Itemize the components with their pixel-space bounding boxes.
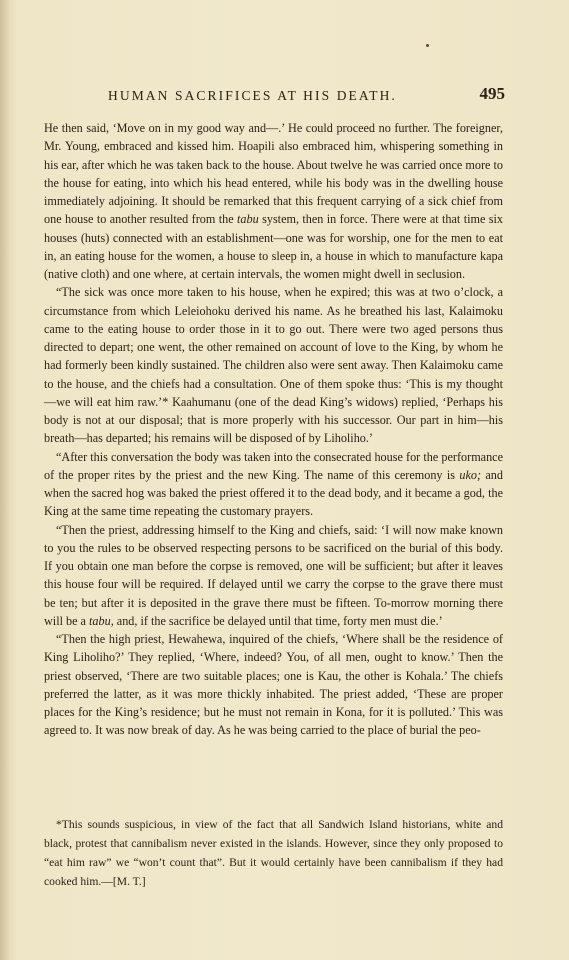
footnote — [44, 815, 503, 891]
body-paragraph — [44, 283, 503, 447]
body-paragraph — [44, 448, 503, 521]
page-number: 495 — [479, 84, 505, 103]
body-paragraph — [44, 119, 503, 283]
italic-term: uko; — [459, 467, 482, 482]
paragraph-text: “Then the priest, addressing himself to the King and chiefs, said: ‘I will now make known to you the rules to be observed respecting persons to be sacrificed on the burial of this body. If you obtain one man before the corpse is removed, one will be sufficient; but after it leaves this house four will be required. If delayed until we carry the corpse to the grave there must be ten; but after it is deposited in the grave there must be fifteen. To-morrow morning there will be a — [44, 522, 503, 628]
footnote-text: *This sounds suspicious, in view of the fact that all Sandwich Island historians, white and black, protest that cannibalism never existed in the islands. However, since they only proposed to “eat him raw” we “won’t count that”. But it would certainly have been cannibalism if they had cooked him.—[M. T.] — [44, 818, 503, 888]
body-paragraph — [44, 521, 503, 631]
page-header — [100, 84, 505, 108]
paragraph-text: , and, if the sacrifice be delayed until that time, forty men must die.’ — [110, 613, 443, 628]
paragraph-text: “The sick was once more taken to his house, when he expired; this was at two o’clock, a circumstance from which Leleiohoku derived his name. As he breathed his last, Kalaimoku came to the eating house to order those in it to go out. There were two aged persons thus directed to depart; one went, the other remained on account of love to the King, by whom he had formerly been kindly sustained. The children also were sent away. Then Kalaimoku came to the house, and the chiefs had a consultation. One of them spoke thus: ‘This is my thought—we will eat him raw.’* Kaahumanu (one of the dead King’s widows) replied, ‘Perhaps his body is not at our disposal; that is more properly with his successor. Our part in him—his breath—has departed; his remains will be disposed of by Liholiho.’ — [44, 285, 503, 446]
paragraph-text: system, then in force. There were at that time six houses (huts) connected with an establishment—one was for worship, one for the men to eat in, an eating house for the women, a house to sleep in, a house in which to manufacture kapa (native cloth) and one where, at certain intervals, the women might dwell in seclusion. — [44, 212, 503, 281]
italic-term: tabu — [89, 613, 111, 628]
paragraph-text: He then said, ‘Move on in my good way and—.’ He could proceed no further. The foreigner, Mr. Young, embraced and kissed him. Hoapili also embraced him, whispering something in his ear, after which he was taken back to the house. About twelve he was carried once more to the house for eating, into which his head entered, while his body was in the dwelling house immediately adjoining. It should be remarked that this frequent carrying of a sick chief from one house to another resulted from the — [44, 121, 503, 227]
paragraph-text: “After this conversation the body was taken into the consecrated house for the performance of the proper rites by the priest and the new King. The name of this ceremony is — [44, 449, 503, 482]
page-spine-shadow — [0, 0, 10, 960]
paragraph-text: and when the sacred hog was baked the priest offered it to the dead body, and it became a god, the King at the same time repeating the customary prayers. — [44, 467, 503, 519]
ink-speck — [426, 44, 429, 47]
body-text — [44, 119, 503, 740]
body-paragraph — [44, 630, 503, 740]
running-head: HUMAN SACRIFICES AT HIS DEATH. — [108, 88, 397, 103]
italic-term: tabu — [237, 212, 259, 227]
paragraph-text: “Then the high priest, Hewahewa, inquired of the chiefs, ‘Where shall be the residence of King Liholiho?’ They replied, ‘Where, indeed? You, of all men, ought to know.’ Then the priest observed, ‘There are two suitable places; one is Kau, the other is Kohala.’ The chiefs preferred the latter, as it was more thickly inhabited. The priest added, ‘These are proper places for the King’s residence; but he must not remain in Kona, for it is polluted.’ This was agreed to. It was now break of day. As he was being carried to the place of burial the peo- — [44, 632, 503, 738]
